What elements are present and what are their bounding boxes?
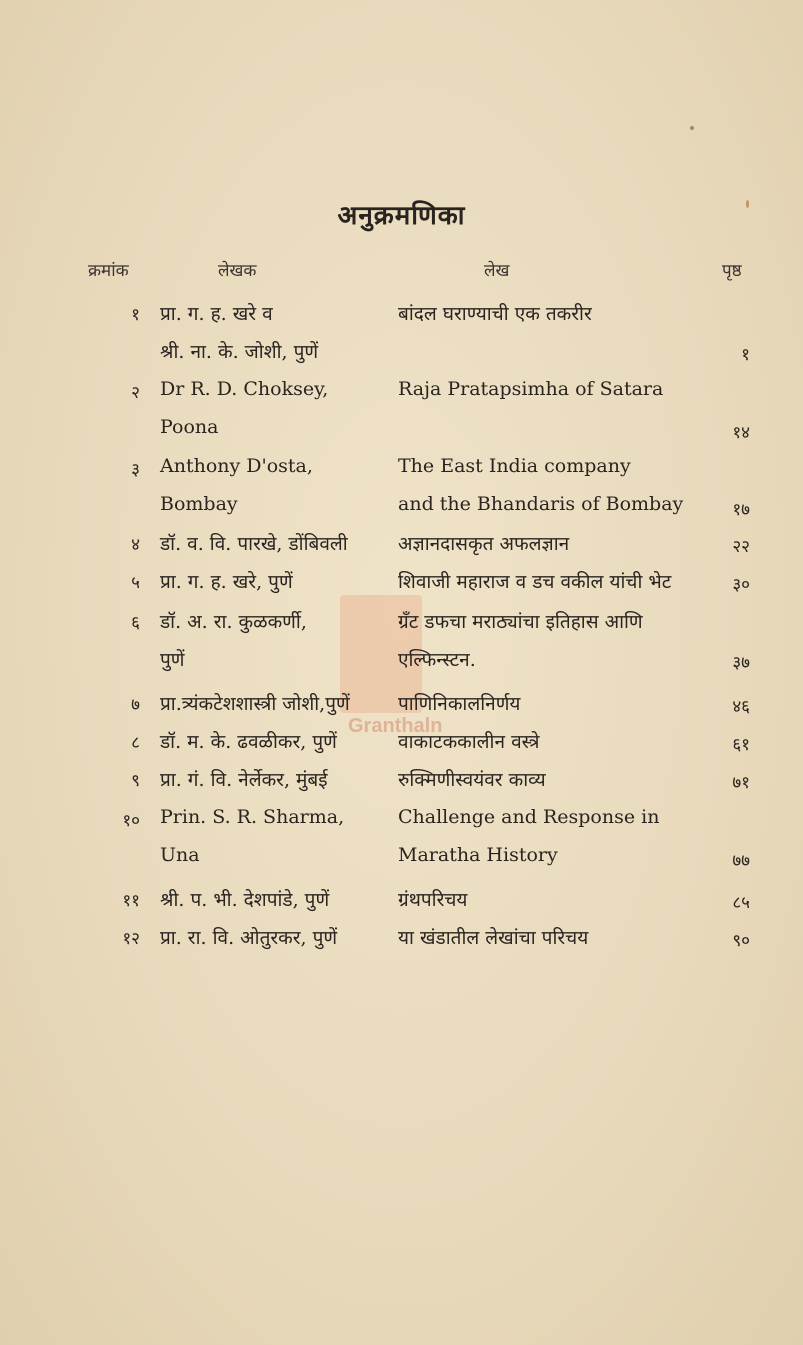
entry-author: डॉ. व. वि. पारखे, डोंबिवली xyxy=(160,533,348,555)
header-page: पृष्ठ xyxy=(722,261,742,281)
entry-number: ६ xyxy=(131,613,140,633)
entry-author: Prin. S. R. Sharma, xyxy=(160,806,345,828)
entry-author: प्रा. गं. वि. नेर्लेकर, मुंबई xyxy=(160,769,328,791)
entry-title: पाणिनिकालनिर्णय xyxy=(398,693,521,715)
entry-number: ११ xyxy=(122,891,140,911)
entry-author: प्रा.त्र्यंकटेशशास्त्री जोशी,पुणें xyxy=(160,693,350,715)
watermark-text: Granthaln xyxy=(348,715,443,737)
page-speck xyxy=(690,126,694,130)
entry-page-number: ६१ xyxy=(732,735,750,755)
entry-author: Anthony D'osta, xyxy=(160,455,313,477)
entry-title: शिवाजी महाराज व डच वकील यांची भेट xyxy=(398,571,672,593)
entry-author: प्रा. ग. ह. खरे, पुणें xyxy=(160,571,293,593)
header-author: लेखक xyxy=(218,261,257,281)
entry-author: Poona xyxy=(160,416,219,438)
entry-page-number: ७१ xyxy=(732,773,750,793)
entry-title: अज्ञानदासकृत अफलज्ञान xyxy=(398,533,570,555)
entry-number: ७ xyxy=(131,695,140,715)
entry-author: डॉ. अ. रा. कुळकर्णी, xyxy=(160,611,307,633)
entry-title: एल्फिन्स्टन. xyxy=(398,649,476,671)
entry-title: रुक्मिणीस्वयंवर काव्य xyxy=(398,769,546,791)
entry-number: १० xyxy=(122,811,140,831)
entry-number: ३ xyxy=(131,460,140,480)
entry-number: ९ xyxy=(131,771,140,791)
entry-title: and the Bhandaris of Bombay xyxy=(398,493,684,515)
entry-title: Raja Pratapsimha of Satara xyxy=(398,378,664,400)
entry-title: बांदल घराण्याची एक तकरीर xyxy=(398,303,592,325)
entry-title: ग्रंथपरिचय xyxy=(398,889,468,911)
entry-page-number: ८५ xyxy=(732,893,750,913)
entry-page-number: २२ xyxy=(732,537,750,557)
entry-page-number: १७ xyxy=(732,500,750,520)
entry-page-number: ९० xyxy=(732,931,750,951)
entry-page-number: ७७ xyxy=(732,851,750,871)
entry-title: ग्रँट डफचा मराठ्यांचा इतिहास आणि xyxy=(398,611,643,633)
entry-page-number: ३० xyxy=(732,575,750,595)
entry-author: श्री. प. भी. देशपांडे, पुणें xyxy=(160,889,330,911)
entry-number: १ xyxy=(131,305,140,325)
page-title: अनुक्रमणिका xyxy=(337,201,466,231)
entry-author: श्री. ना. के. जोशी, पुणें xyxy=(160,341,319,363)
entry-page-number: १ xyxy=(741,345,750,365)
entry-page-number: ४६ xyxy=(732,697,750,717)
entry-author: डॉ. म. के. ढवळीकर, पुणें xyxy=(160,731,337,753)
entry-title: Maratha History xyxy=(398,844,558,866)
entry-title: या खंडातील लेखांचा परिचय xyxy=(398,927,589,949)
entry-title: वाकाटककालीन वस्त्रे xyxy=(398,731,540,753)
entry-title: Challenge and Response in xyxy=(398,806,660,828)
entry-number: १२ xyxy=(122,929,140,949)
header-article: लेख xyxy=(484,261,510,281)
entry-number: ८ xyxy=(131,733,140,753)
entry-author: प्रा. ग. ह. खरे व xyxy=(160,303,273,325)
entry-number: ४ xyxy=(131,535,140,555)
entry-title: The East India company xyxy=(398,455,631,477)
entry-author: पुणें xyxy=(160,649,185,671)
entry-author: प्रा. रा. वि. ओतुरकर, पुणें xyxy=(160,927,338,949)
entry-number: ५ xyxy=(131,573,140,593)
entry-number: २ xyxy=(131,383,140,403)
entry-author: Una xyxy=(160,844,200,866)
entry-author: Bombay xyxy=(160,493,238,515)
entry-page-number: ३७ xyxy=(732,653,750,673)
entry-author: Dr R. D. Choksey, xyxy=(160,378,329,400)
header-number: क्रमांक xyxy=(88,261,129,281)
entry-page-number: १४ xyxy=(732,423,750,443)
